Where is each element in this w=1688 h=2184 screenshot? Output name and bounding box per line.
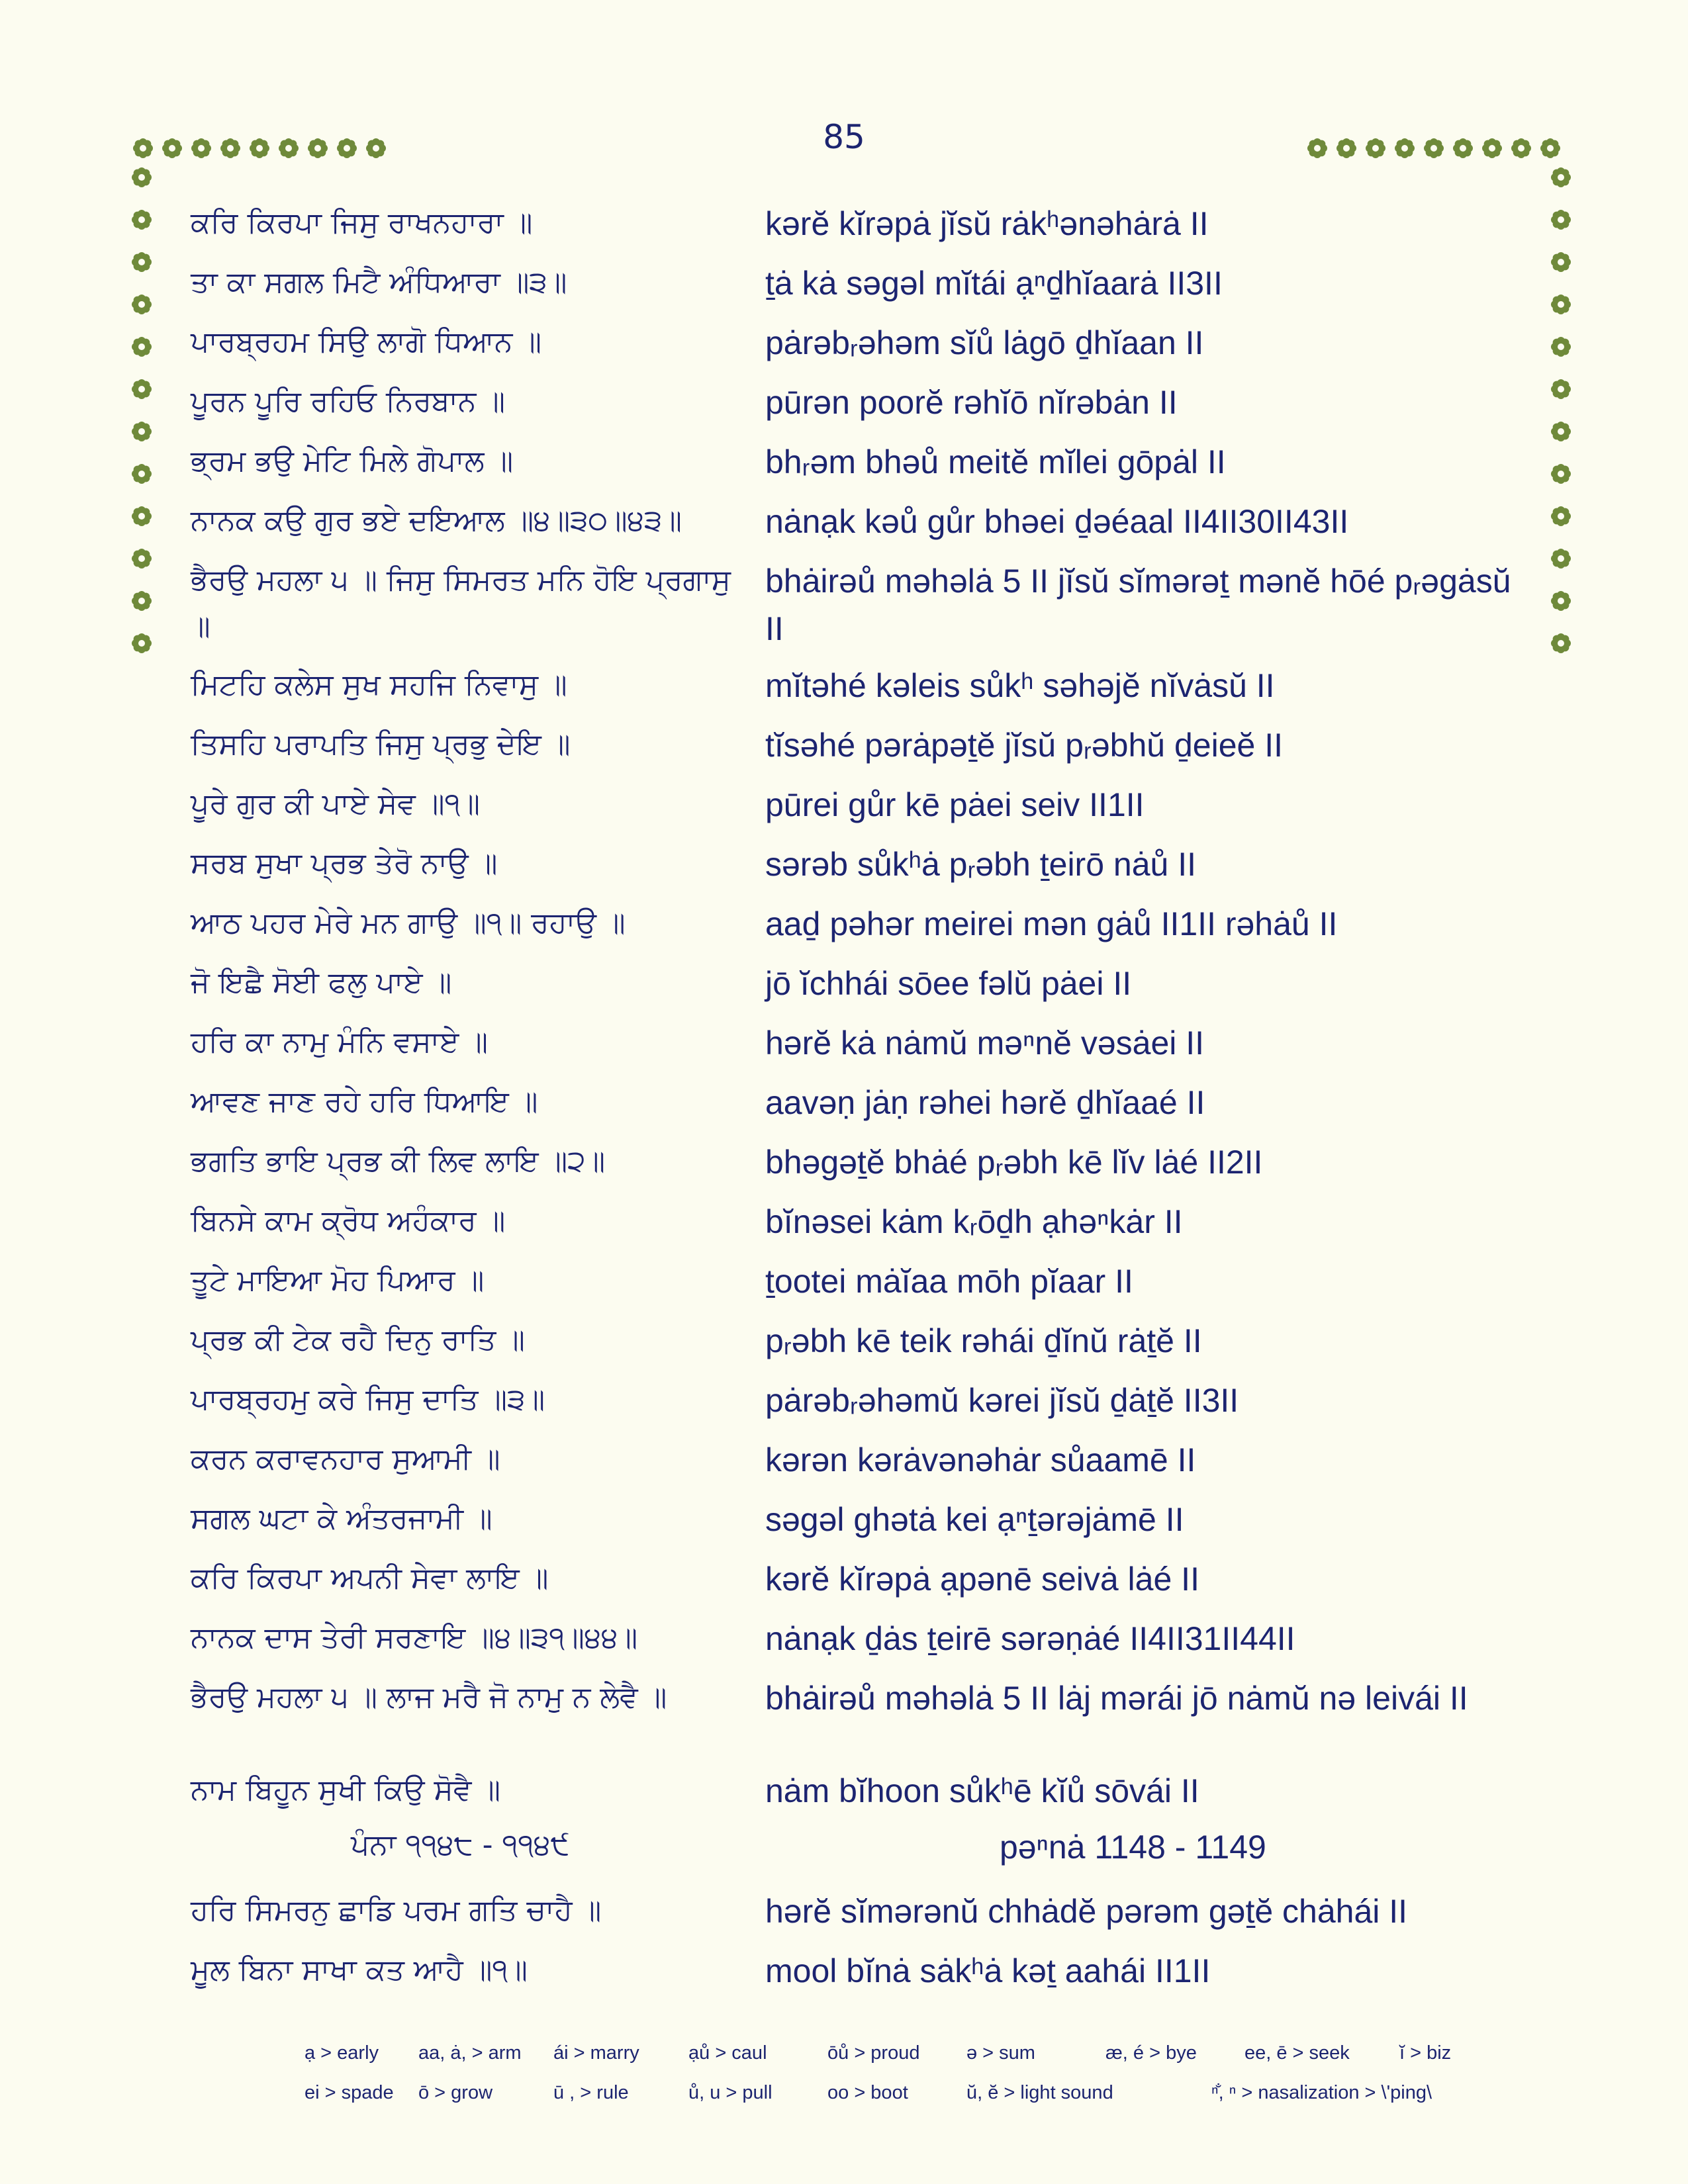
- verse-gurmukhi: ਪਾਰਬ੍ਰਹਮ ਸਿਉ ਲਾਗੋ ਧਿਆਨ ॥: [191, 325, 542, 359]
- verse-gurmukhi: ਭੈਰਉ ਮਹਲਾ ੫ ॥ ਲਾਜ ਮਰੈ ਜੋ ਨਾਮੁ ਨ ਲੇਵੈ ॥: [191, 1680, 667, 1714]
- page-reference-gurmukhi: ਪੰਨਾ ੧੧੪੮ - ੧੧੪੯: [351, 1828, 570, 1862]
- verse-gurmukhi: ਨਾਨਕ ਦਾਸ ਤੇਰੀ ਸਰਣਾਇ ॥੪॥੩੧॥੪੪॥: [191, 1621, 638, 1655]
- verse-gurmukhi: ਪ੍ਰਭ ਕੀ ਟੇਕ ਰਹੈ ਦਿਨੁ ਰਾਤਿ ॥: [191, 1323, 525, 1357]
- flower-icon: [1551, 464, 1571, 484]
- legend-item: ⁿ̐, ⁿ > nasalization > \'ping\: [1211, 2082, 1432, 2103]
- verse-gurmukhi: ਨਾਮ ਬਿਹੂਨ ਸੁਖੀ ਕਿਉ ਸੋਵੈ ॥: [191, 1773, 501, 1807]
- verse-gurmukhi: ਕਰਿ ਕਿਰਪਾ ਜਿਸੁ ਰਾਖਨਹਾਰਾ ॥: [191, 206, 533, 240]
- flower-icon: [1551, 506, 1571, 526]
- verse-transliteration: nȧnạk kəů gůr bhəei ḏəéaal II4II30II43II: [765, 503, 1349, 540]
- verse-transliteration: nȧm bĭhoon sůkʰē kĭů sōvái II: [765, 1772, 1199, 1809]
- flower-icon: [132, 464, 152, 484]
- flower-icon: [132, 633, 152, 653]
- verse-gurmukhi: ਆਠ ਪਹਰ ਮੇਰੇ ਮਨ ਗਾਉ ॥੧॥ ਰਹਾਉ ॥: [191, 906, 626, 940]
- verse-gurmukhi: ਪੂਰੇ ਗੁਰ ਕੀ ਪਾਏ ਸੇਵ ॥੧॥: [191, 787, 481, 821]
- verse-transliteration: kərən kərȧvənəhȧr sůaamē II: [765, 1441, 1196, 1479]
- verse-gurmukhi: ਤਾ ਕਾ ਸਗਲ ਮਿਟੈ ਅੰਧਿਆਰਾ ॥੩॥: [191, 265, 567, 299]
- verse-transliteration: səgəl ghətȧ kei ạⁿṯərəjȧmē II: [765, 1501, 1184, 1538]
- verse-gurmukhi: ਮਿਟਹਿ ਕਲੇਸ ਸੁਖ ਸਹਜਿ ਨਿਵਾਸੁ ॥: [191, 668, 567, 702]
- verse-transliteration: hərĕ sĭmərənŭ chhȧdĕ pərəm gəṯĕ chȧhái II: [765, 1893, 1408, 1930]
- verse-gurmukhi: ਕਰਿ ਕਿਰਪਾ ਅਪਨੀ ਸੇਵਾ ਲਾਇ ॥: [191, 1561, 549, 1595]
- legend-item: ŭ, ĕ > light sound: [966, 2082, 1113, 2103]
- verse-gurmukhi: ਭਗਤਿ ਭਾਇ ਪ੍ਰਭ ਕੀ ਲਿਵ ਲਾਇ ॥੨॥: [191, 1144, 606, 1178]
- verse-transliteration: pᵣəbh kē teik rəhái ḏĭnŭ rȧṯĕ II: [765, 1322, 1202, 1359]
- flower-icon: [1551, 295, 1571, 314]
- flower-icon: [1551, 337, 1571, 357]
- verse-transliteration: pūrən poorĕ rəhĭō nĭrəbȧn II: [765, 384, 1178, 421]
- legend-item: ĭ > biz: [1399, 2042, 1452, 2064]
- flower-icon: [132, 506, 152, 526]
- verse-transliteration: bhəgəṯĕ bhȧé pᵣəbh kē lĭv lȧé II2II: [765, 1144, 1263, 1181]
- verse-gurmukhi: ਆਵਣ ਜਾਣ ਰਹੇ ਹਰਿ ਧਿਆਇ ॥: [191, 1085, 538, 1118]
- verse-transliteration: sərəb sůkʰȧ pᵣəbh ṯeirō nȧů II: [765, 846, 1197, 883]
- verse-transliteration: pȧrəbᵣəhəmŭ kərei jĭsŭ ḏȧṯĕ II3II: [765, 1382, 1239, 1419]
- flower-icon: [132, 591, 152, 611]
- verse-transliteration: pūrei gůr kē pȧei seiv II1II: [765, 786, 1145, 823]
- legend-item: æ, é > bye: [1105, 2042, 1197, 2064]
- flower-icon: [1551, 591, 1571, 611]
- flower-icon: [132, 422, 152, 441]
- legend-item: ə > sum: [966, 2042, 1035, 2064]
- verse-gurmukhi: ਤਿਸਹਿ ਪਰਾਪਤਿ ਜਿਸੁ ਪ੍ਰਭੁ ਦੇਇ ॥: [191, 727, 571, 761]
- legend-item: ōů > proud: [827, 2042, 920, 2064]
- legend-item: ạů > caul: [688, 2042, 767, 2064]
- legend-item: ee, ē > seek: [1244, 2042, 1350, 2064]
- verse-transliteration: ṯȧ kȧ səgəl mĭtái ạⁿḏhĭaarȧ II3II: [765, 265, 1223, 302]
- verse-gurmukhi: ਬਿਨਸੇ ਕਾਮ ਕ੍ਰੋਧ ਅਹੰਕਾਰ ॥: [191, 1204, 506, 1238]
- verse-transliteration: bhȧirəů məhəlȧ 5 II lȧj mərái jō nȧmŭ nə leivái II: [765, 1680, 1468, 1717]
- verse-gurmukhi: ਸਰਬ ਸੁਖਾ ਪ੍ਰਭ ਤੇਰੋ ਨਾਉ ॥: [191, 846, 498, 880]
- verse-transliteration: aaḏ pəhər meirei mən gȧů II1II rəhȧů II: [765, 905, 1338, 942]
- verse-transliteration: bĭnəsei kȧm kᵣōḏh ạhəⁿkȧr II: [765, 1203, 1183, 1240]
- verse-transliteration: mĭtəhé kəleis sůkʰ səhəjĕ nĭvȧsŭ II: [765, 667, 1275, 704]
- flower-icon: [1551, 167, 1571, 187]
- flower-icon: [1551, 549, 1571, 569]
- page-reference-translit: pəⁿnȧ 1148 - 1149: [1000, 1829, 1266, 1866]
- verse-transliteration: pȧrəbᵣəhəm sĭů lȧgō ḏhĭaan II: [765, 324, 1204, 361]
- verse-gurmukhi: ਮੂਲ ਬਿਨਾ ਸਾਖਾ ਕਤ ਆਹੈ ॥੧॥: [191, 1953, 528, 1987]
- verse-transliteration: kərĕ kĭrəpȧ jĭsŭ rȧkʰənəhȧrȧ II: [765, 205, 1209, 242]
- flower-icon: [1551, 252, 1571, 272]
- verse-transliteration: tĭsəhé pərȧpəṯĕ jĭsŭ pᵣəbhŭ ḏeieĕ II: [765, 727, 1284, 764]
- verse-transliteration: jō ĭchhái sōee fəlŭ pȧei II: [765, 965, 1132, 1002]
- flower-icon: [1551, 379, 1571, 399]
- flower-icon: [1551, 210, 1571, 230]
- verse-gurmukhi: ਤੂਟੇ ਮਾਇਆ ਮੋਹ ਪਿਆਰ ॥: [191, 1263, 485, 1297]
- legend-item: ái > marry: [553, 2042, 639, 2064]
- verse-transliteration: bhᵣəm bhəů meitĕ mĭlei gōpȧl II: [765, 443, 1226, 480]
- verse-transliteration: mool bĭnȧ sȧkʰȧ kəṯ aahái II1II: [765, 1952, 1211, 1989]
- verse-transliteration: hərĕ kȧ nȧmŭ məⁿnĕ vəsȧei II: [765, 1024, 1205, 1062]
- legend-item: ō > grow: [418, 2082, 493, 2103]
- verse-gurmukhi: ਭ੍ਰਮ ਭਉ ਮੇਟਿ ਮਿਲੇ ਗੋਪਾਲ ॥: [191, 444, 514, 478]
- legend-item: aa, ȧ, > arm: [418, 2042, 522, 2064]
- verse-gurmukhi: ਜੋ ਇਛੈ ਸੋਈ ਫਲੁ ਪਾਏ ॥: [191, 966, 452, 999]
- verse-gurmukhi: ਕਰਨ ਕਰਾਵਨਹਾਰ ਸੁਆਮੀ ॥: [191, 1442, 500, 1476]
- verse-transliteration: nȧnạk ḏȧs ṯeirē sərəṇȧé II4II31II44II: [765, 1620, 1295, 1657]
- flower-icon: [132, 167, 152, 187]
- flower-icon: [1551, 633, 1571, 653]
- verse-transliteration: ṯootei mȧĭaa mōh pĭaar II: [765, 1263, 1133, 1300]
- flower-icon: [132, 337, 152, 357]
- verse-gurmukhi: ਹਰਿ ਸਿਮਰਨੁ ਛਾਡਿ ਪਰਮ ਗਤਿ ਚਾਹੈ ॥: [191, 1893, 602, 1927]
- legend-item: ạ > early: [305, 2042, 379, 2064]
- verse-gurmukhi: ਹਰਿ ਕਾ ਨਾਮੁ ਮੰਨਿ ਵਸਾਏ ॥: [191, 1025, 488, 1059]
- verse-transliteration: bhȧirəů məhəlȧ 5 II jĭsŭ sĭmərəṯ mənĕ hōé pᵣəgȧsŭ II: [765, 563, 1511, 647]
- verse-gurmukhi: ਪੂਰਨ ਪੂਰਿ ਰਹਿਓ ਨਿਰਬਾਨ ॥: [191, 385, 506, 418]
- legend-item: ū , > rule: [553, 2082, 629, 2103]
- verse-transliteration: aavəṇ jȧṇ rəhei hərĕ ḏhĭaaé II: [765, 1084, 1205, 1121]
- verse-gurmukhi: ਸਗਲ ਘਟਾ ਕੇ ਅੰਤਰਜਾਮੀ ॥: [191, 1502, 492, 1535]
- flower-icon: [1551, 422, 1571, 441]
- verse-gurmukhi: ਨਾਨਕ ਕਉ ਗੁਰ ਭਏ ਦਇਆਲ ॥੪॥੩੦॥੪੩॥: [191, 504, 682, 537]
- flower-icon: [132, 295, 152, 314]
- page-number: 85: [823, 118, 865, 156]
- flower-icon: [132, 210, 152, 230]
- verse-transliteration: kərĕ kĭrəpȧ ạpənē seivȧ lȧé II: [765, 1561, 1199, 1598]
- verse-gurmukhi: ਭੈਰਉ ਮਹਲਾ ੫ ॥ ਜਿਸੁ ਸਿਮਰਤ ਮਨਿ ਹੋਇ ਪ੍ਰਗਾਸੁ ॥: [191, 563, 731, 643]
- legend-item: ei > spade: [305, 2082, 394, 2103]
- flower-icon: [132, 252, 152, 272]
- legend-item: ů, u > pull: [688, 2082, 773, 2103]
- verse-gurmukhi: ਪਾਰਬ੍ਰਹਮੁ ਕਰੇ ਜਿਸੁ ਦਾਤਿ ॥੩॥: [191, 1383, 545, 1416]
- flower-icon: [132, 379, 152, 399]
- flower-icon: [132, 549, 152, 569]
- legend-item: oo > boot: [827, 2082, 908, 2103]
